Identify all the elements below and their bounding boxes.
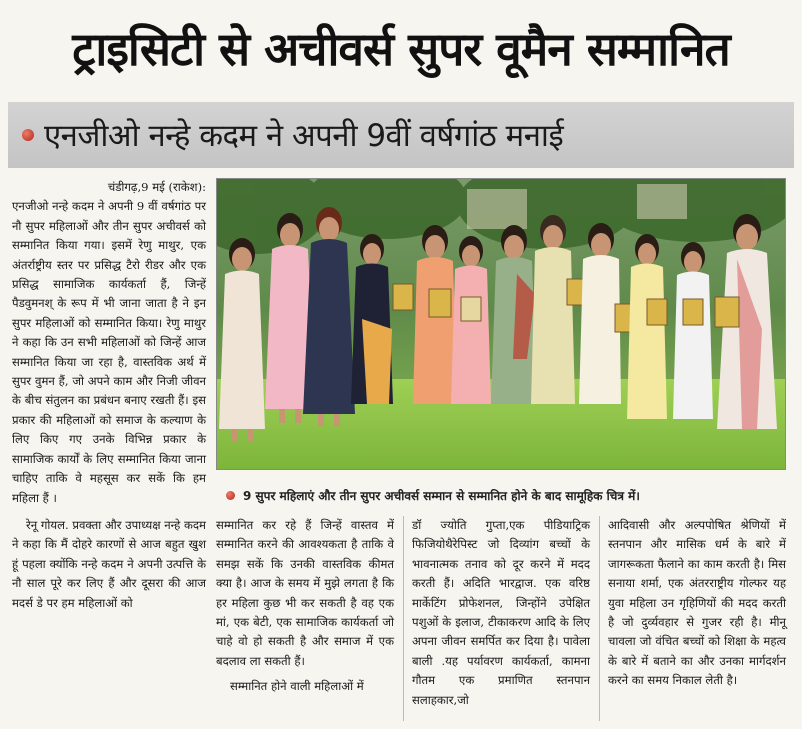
column-divider	[599, 516, 600, 721]
article-paragraph: सम्मानित कर रहे हैं जिन्हें वास्तव में सम्मानित करने की आवश्यकता है ताकि वे समझ सकें कि उनकी वास्तविक कीमत क्या है। आज के समय में मुझे लगता है कि हर महिला कुछ भी कर सकती है वह एक मां, एक बेटी, एक सामाजिक कार्यकर्ता जो चाहे वो हो सकती है और समाज में एक बदलाव ला सकती हैं।	[216, 518, 394, 668]
red-bullet-icon	[22, 129, 34, 141]
article-subheadline: एनजीओ नन्हे कदम ने अपनी 9वीं वर्षगांठ मनाई	[44, 118, 564, 154]
article-paragraph	[12, 178, 206, 508]
group-photo	[216, 178, 786, 470]
dateline: चंडीगढ़,9 मई (राकेश):	[107, 180, 206, 194]
article-column-1	[12, 178, 206, 621]
paragraph-text: एनजीओ नन्हे कदम ने अपनी 9 वीं वर्षगांठ पर नौ सुपर महिलाओं और तीन सुपर अचीवर्स को सम्मानित किया गया। इसमें रेणु माथुर, एक अंतर्राष्ट्रीय स्तर पर प्रसिद्ध टैरो रीडर और एक प्रसिद्ध सामाजिक कार्यकर्ता हैं, जिन्हें पैडवुमनश् के रूप में भी जाना जाता है ने इन सुपर महिलाओं को सम्मानित किया। रेणु माथुर ने कहा कि उन सभी महिलाओं को जिन्हें आज सम्मानित किया जा रहा है, वास्तविक अर्थ में सुपर वुमन हैं, जो अपने काम और निजी जीवन के बीच संतुलन का प्रबंधन बनाए रखती हैं। इस प्रकार की महिलाओं को समाज के कल्याण के लिए किए गए उनके विभिन्न प्रकार के सामाजिक कार्यों के लिए सम्मानित किया जाना चाहिए ताकि वे महसूस कर सकें कि हम महिला हैं ।	[12, 199, 206, 505]
article-column-3	[412, 516, 590, 716]
article-paragraph: सम्मानित होने वाली महिलाओं में	[230, 679, 364, 694]
red-bullet-icon	[226, 491, 235, 500]
photo-caption-text: 9 सुपर महिलाएं और तीन सुपर अचीवर्स सम्मान से सम्मानित होने के बाद सामूहिक चित्र में।	[243, 488, 640, 503]
article-column-4	[608, 516, 786, 697]
subheadline-bar	[8, 102, 794, 168]
column-divider	[403, 516, 404, 721]
article-paragraph: डॉ ज्योति गुप्ता,एक पीडियाट्रिक फिजियोथैरेपिस्ट जो दिव्यांग बच्चों के भावनात्मक तनाव को दूर करने में मदद करती हैं। अदिति भारद्वाज. एक वरिष्ठ मार्केटिंग प्रोफेशनल, जिन्होंने उपेक्षित पशुओं के इलाज, टीकाकरण आदि के लिए अपना जीवन समर्पित कर दिया है। पावेला बाली .यह पर्यावरण कार्यकर्ता, कामना गौतम एक प्रमाणित स्तनपान सलाहकार,जो	[412, 518, 590, 707]
article-paragraph: रेनू गोयल. प्रवक्ता और उपाध्यक्ष नन्हे कदम ने कहा कि मैं दोहरे कारणों से आज बहुत खुश हूं पहला क्योंकि नन्हे कदम ने अपनी उत्पत्ति के नौ साल पूरे कर लिए हैं और दूसरा की आज मदर्स डे पर हम महिलाओं को	[12, 517, 206, 610]
article-headline: ट्राइसिटी से अचीवर्स सुपर वूमैन सम्मानित	[72, 22, 730, 76]
photo-caption	[216, 480, 786, 510]
article-column-2	[216, 516, 394, 703]
article-paragraph: आदिवासी और अल्पपोषित श्रेणियों में स्तनपान और मासिक धर्म के बारे में जागरूकता फैलाने का काम करती है। मिस सनाया शर्मा, एक अंतरराष्ट्रीय गोल्फर यह युवा महिला उन गृहिणियों की मदद करती है जो दुर्व्यवहार से गुजर रही है। मीनू चावला जो वंचित बच्चों को शिक्षा के महत्व के बारे में बताने का और उनका मार्गदर्शन करने का समय निकाल लेती है।	[608, 518, 786, 688]
